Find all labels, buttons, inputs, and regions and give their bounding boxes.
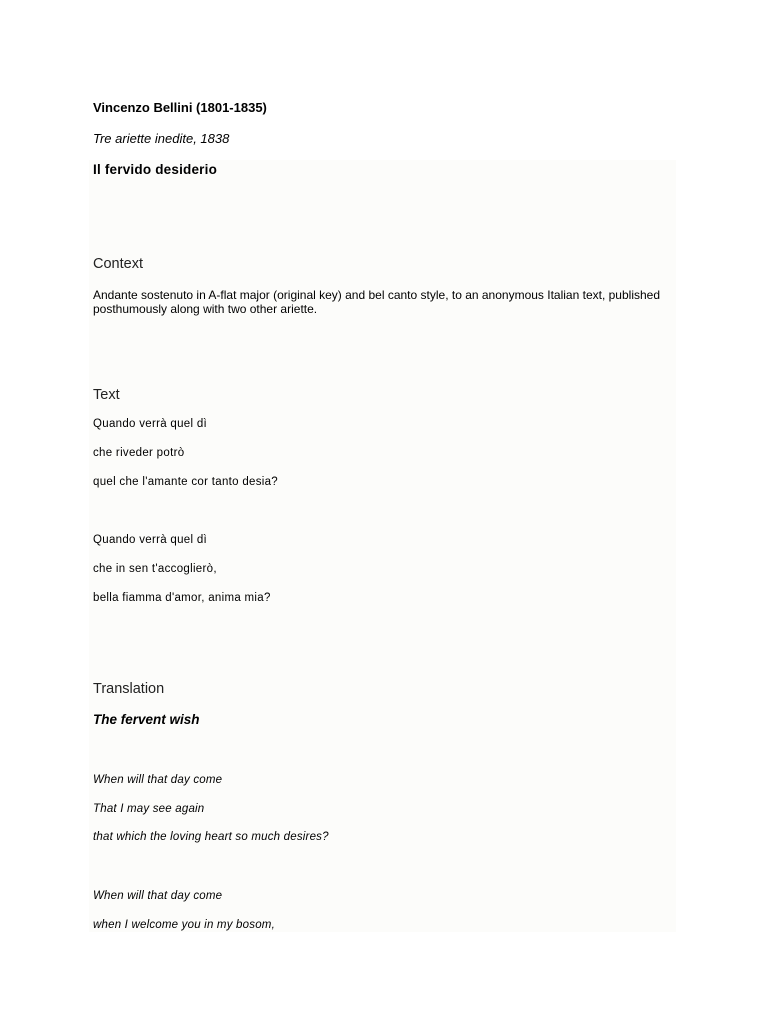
translation-line: when I welcome you in my bosom, xyxy=(93,919,275,931)
verse-line: Quando verrà quel dì xyxy=(93,418,208,430)
translation-title: The fervent wish xyxy=(93,712,200,727)
context-paragraph: Andante sostenuto in A-flat major (original key) and bel canto style, to an anonymous Italian text, published posthumously along with two other ariette. xyxy=(93,288,660,316)
context-heading: Context xyxy=(93,256,143,272)
translation-line: that which the loving heart so much desires? xyxy=(93,831,329,843)
composer-heading: Vincenzo Bellini (1801-1835) xyxy=(93,100,267,115)
verse-line: Quando verrà quel dì xyxy=(93,534,208,546)
translation-line: That I may see again xyxy=(93,803,205,815)
text-heading: Text xyxy=(93,387,120,403)
translation-line: When will that day come xyxy=(93,890,223,902)
verse-line: bella fiamma d'amor, anima mia? xyxy=(93,592,271,604)
collection-title: Tre ariette inedite, 1838 xyxy=(93,131,230,146)
verse-line: quel che l'amante cor tanto desia? xyxy=(93,476,279,488)
verse-line: che riveder potrò xyxy=(93,447,185,459)
translation-line: When will that day come xyxy=(93,774,223,786)
verse-line: che in sen t'accoglierò, xyxy=(93,563,217,575)
translation-heading: Translation xyxy=(93,681,165,697)
song-title: Il fervido desiderio xyxy=(93,162,218,177)
